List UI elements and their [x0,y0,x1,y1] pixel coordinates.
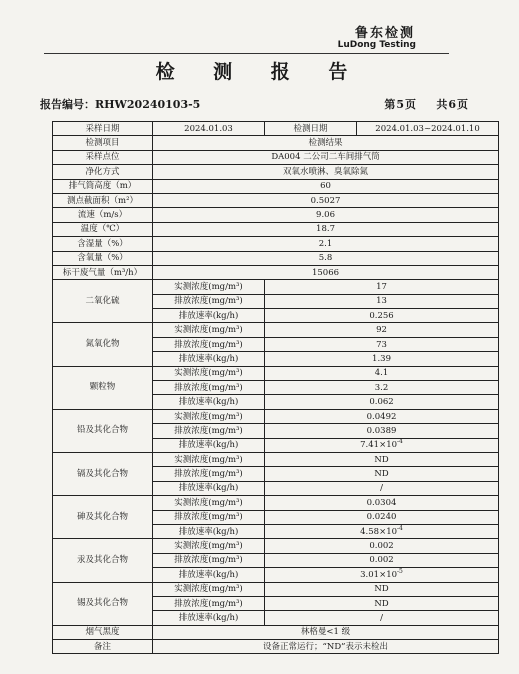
row-value [265,568,499,582]
row-value: 0.002 [265,539,499,553]
row-value: 0.0240 [265,510,499,524]
row-value: 3.2 [265,381,499,395]
row-label: 含湿量（%） [53,237,153,251]
parameter-label: 排放浓度(mg/m³) [153,424,265,438]
parameter-label: 排放浓度(mg/m³) [153,553,265,567]
pollutant-name: 锡及其化合物 [53,582,153,625]
table-row [53,208,499,222]
row-value: 0.0492 [265,409,499,423]
row-value: 双氧水喷淋、臭氧除氮 [153,165,499,179]
row-label: 净化方式 [53,165,153,179]
report-number-label: 报告编号： [40,98,95,111]
row-value: 73 [265,337,499,351]
row-value: 4.1 [265,366,499,380]
report-number-value: RHW20240103-5 [95,98,201,111]
row-value: 17 [265,280,499,294]
row-value: 0.0304 [265,496,499,510]
rate-exponent: -4 [397,438,403,446]
row-value: 林格曼<1 级 [153,625,499,639]
parameter-label: 排放浓度(mg/m³) [153,510,265,524]
page-current: 第5页 [384,98,418,111]
company-name-cn: 鲁东检测 [354,26,415,41]
parameter-label: 实测浓度(mg/m³) [153,280,265,294]
table-row [53,409,499,423]
table-row [53,539,499,553]
parameter-label: 排放浓度(mg/m³) [153,381,265,395]
pollutant-name: 镉及其化合物 [53,452,153,495]
table-row-header [53,136,499,150]
pollutant-name: 铅及其化合物 [53,409,153,452]
row-value: 0.062 [265,395,499,409]
table-row [53,625,499,639]
parameter-label: 排放速率(kg/h) [153,611,265,625]
row-label: 备注 [53,640,153,654]
table-row [53,222,499,236]
parameter-label: 排放速率(kg/h) [153,524,265,538]
row-value: / [265,611,499,625]
table-row [53,251,499,265]
row-value: 5.8 [153,251,499,265]
row-label: 排气筒高度（m） [53,179,153,193]
rate-exponent: -4 [397,524,403,532]
page-info [384,96,469,112]
sample-date-label: 采样日期 [53,122,153,136]
header-rule [44,53,449,54]
row-label: 流速（m/s） [53,208,153,222]
row-value: 设备正常运行；“ND”表示未检出 [153,640,499,654]
table-row [53,193,499,207]
table-row [53,265,499,279]
parameter-label: 实测浓度(mg/m³) [153,366,265,380]
row-label: 采样点位 [53,150,153,164]
row-value: / [265,481,499,495]
sample-date-value: 2024.01.03 [153,122,265,136]
row-value: 15066 [153,265,499,279]
row-value: ND [265,582,499,596]
table-row [53,280,499,294]
row-value: 13 [265,294,499,308]
table-row [53,165,499,179]
test-results-table [52,121,499,654]
parameter-label: 实测浓度(mg/m³) [153,452,265,466]
row-value: 0.002 [265,553,499,567]
row-label: 测点截面积（m²） [53,193,153,207]
row-value: 0.0389 [265,424,499,438]
parameter-label: 排放速率(kg/h) [153,395,265,409]
row-label: 含氧量（%） [53,251,153,265]
parameter-label: 排放速率(kg/h) [153,438,265,452]
parameter-label: 排放速率(kg/h) [153,481,265,495]
row-value: 9.06 [153,208,499,222]
row-value [265,524,499,538]
parameter-label: 排放浓度(mg/m³) [153,467,265,481]
pollutant-name: 氮氧化物 [53,323,153,366]
row-label: 烟气黑度 [53,625,153,639]
row-value: ND [265,596,499,610]
table-row [53,366,499,380]
table-row [53,237,499,251]
page-total: 共6页 [436,98,469,111]
result-header: 检测结果 [153,136,499,150]
report-number [40,96,200,112]
row-value: DA004 二公司二车间排气筒 [153,150,499,164]
pollutant-name: 汞及其化合物 [53,539,153,582]
parameter-label: 排放浓度(mg/m³) [153,337,265,351]
row-value: 0.5027 [153,193,499,207]
pollutant-name: 二氧化硫 [53,280,153,323]
rate-mantissa: 4.58×10 [360,526,398,537]
table-row [53,452,499,466]
item-header: 检测项目 [53,136,153,150]
parameter-label: 实测浓度(mg/m³) [153,582,265,596]
row-value: 18.7 [153,222,499,236]
rate-exponent: -5 [397,567,403,575]
table-row-dates [53,122,499,136]
row-value: 92 [265,323,499,337]
pollutant-name: 颗粒物 [53,366,153,409]
parameter-label: 排放浓度(mg/m³) [153,596,265,610]
row-value: 60 [153,179,499,193]
rate-mantissa: 3.01×10 [360,569,398,580]
company-name-en: LuDong Testing [337,40,416,50]
parameter-label: 排放浓度(mg/m³) [153,294,265,308]
test-date-value: 2024.01.03~2024.01.10 [357,122,499,136]
table-row [53,582,499,596]
parameter-label: 排放速率(kg/h) [153,352,265,366]
row-value: ND [265,467,499,481]
row-label: 温度（℃） [53,222,153,236]
row-value: 0.256 [265,309,499,323]
parameter-label: 实测浓度(mg/m³) [153,323,265,337]
row-value: 1.39 [265,352,499,366]
parameter-label: 排放速率(kg/h) [153,309,265,323]
table-row [53,323,499,337]
report-title: 检 测 报 告 [155,61,364,83]
row-label: 标干废气量（m³/h） [53,265,153,279]
parameter-label: 实测浓度(mg/m³) [153,539,265,553]
table-row [53,150,499,164]
parameter-label: 实测浓度(mg/m³) [153,496,265,510]
row-value: ND [265,452,499,466]
pollutant-name: 砷及其化合物 [53,496,153,539]
row-value [265,438,499,452]
row-value: 2.1 [153,237,499,251]
table-row [53,640,499,654]
table-row [53,496,499,510]
table-row [53,179,499,193]
rate-mantissa: 7.41×10 [360,440,398,451]
test-date-label: 检测日期 [265,122,357,136]
parameter-label: 实测浓度(mg/m³) [153,409,265,423]
parameter-label: 排放速率(kg/h) [153,568,265,582]
